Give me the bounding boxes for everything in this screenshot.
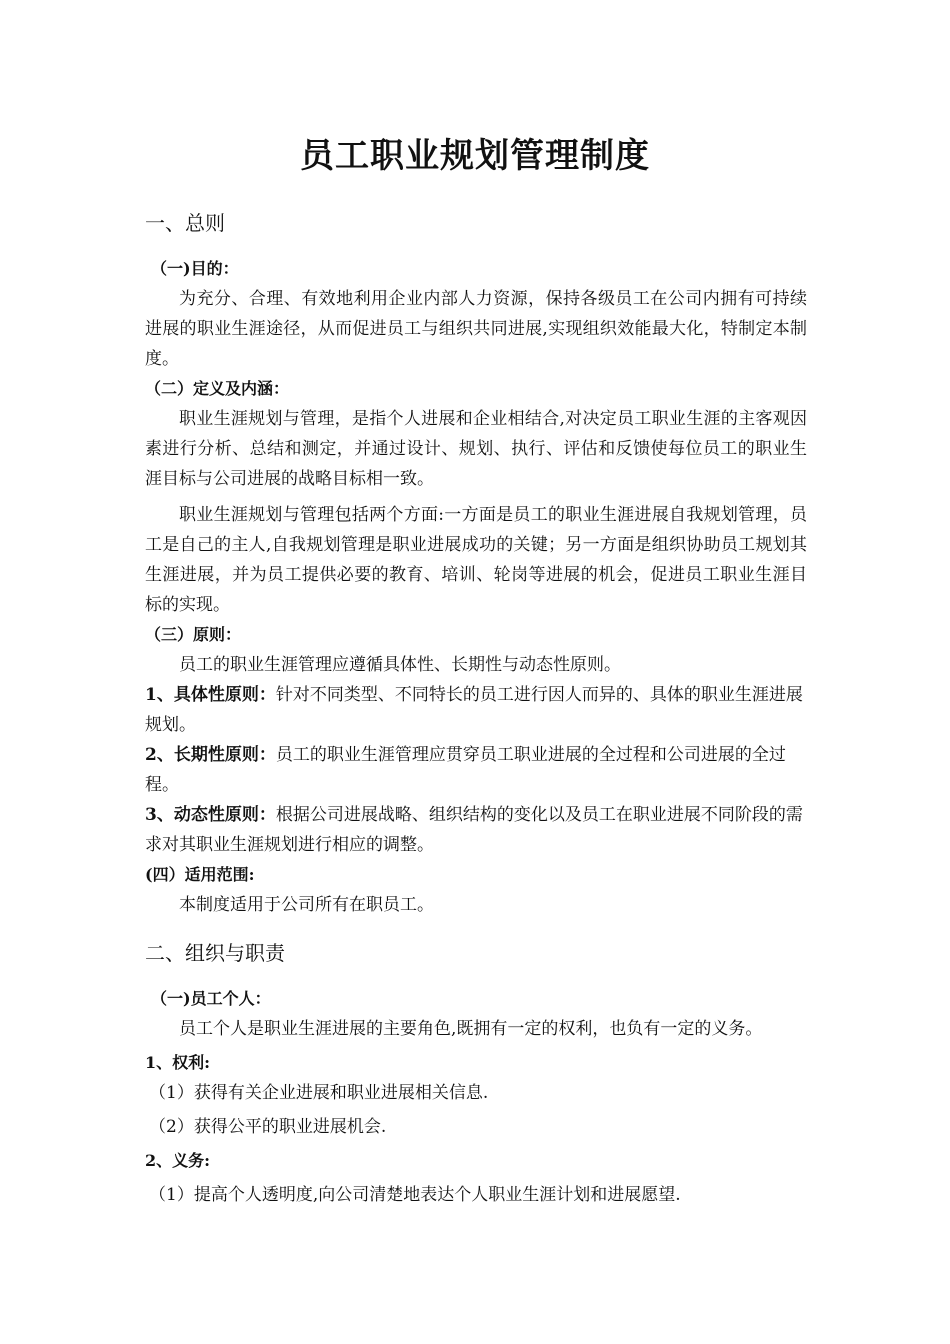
definition-label: （二）定义及内涵： <box>145 379 290 398</box>
principle-item-head: 2、长期性原则： <box>145 745 276 765</box>
scope-label: (四）适用范围: <box>145 865 255 884</box>
principles-label: （三）原则： <box>145 625 242 644</box>
principle-item-text: 针对不同类型、不同特长的员工进行因人而异的、具体的职业生涯进展规划。 <box>145 685 803 735</box>
purpose-text: 为充分、合理、有效地利用企业内部人力资源，保持各级员工在公司内拥有可持续进展的职业生涯途径，从而促进员工与组织共同进展,实现组织效能最大化，特制定本制度。 <box>145 289 807 369</box>
section-heading-general: 一、总则 <box>145 211 225 235</box>
rights-item: （2）获得公平的职业进展机会. <box>149 1117 387 1137</box>
duties-item: （1）提高个人透明度,向公司清楚地表达个人职业生涯计划和进展愿望. <box>149 1185 681 1205</box>
principle-item <box>145 800 807 860</box>
principle-item <box>145 680 807 740</box>
purpose-label: （一)目的： <box>151 259 239 278</box>
principle-item-text: 根据公司进展战略、组织结构的变化以及员工在职业进展不同阶段的需求对其职业生涯规划进行相应的调整。 <box>145 805 803 855</box>
rights-item: （1）获得有关企业进展和职业进展相关信息. <box>149 1083 489 1103</box>
definition-text-1: 职业生涯规划与管理，是指个人进展和企业相结合,对决定员工职业生涯的主客观因素进行分析、总结和测定，并通过设计、规划、执行、评估和反馈使每位员工的职业生涯目标与公司进展的战略目标相一致。 <box>145 409 807 489</box>
document-body <box>145 206 807 1210</box>
individual-label: （一)员工个人： <box>151 989 271 1008</box>
principle-item-text: 员工的职业生涯管理应贯穿员工职业进展的全过程和公司进展的全过程。 <box>145 745 786 795</box>
principles-intro: 员工的职业生涯管理应遵循具体性、长期性与动态性原则。 <box>179 655 621 675</box>
individual-text: 员工个人是职业生涯进展的主要角色,既拥有一定的权利，也负有一定的义务。 <box>179 1019 763 1039</box>
definition-text-2: 职业生涯规划与管理包括两个方面:一方面是员工的职业生涯进展自我规划管理，员工是自己的主人,自我规划管理是职业进展成功的关键；另一方面是组织协助员工规划其生涯进展，并为员工提供必要的教育、培训、轮岗等进展的机会，促进员工职业生涯目标的实现。 <box>145 505 807 615</box>
rights-label: 1、权利: <box>145 1053 211 1072</box>
principle-item-head: 1、具体性原则： <box>145 685 276 705</box>
document-title: 员工职业规划管理制度 <box>300 136 650 176</box>
duties-label: 2、义务: <box>145 1151 211 1170</box>
scope-text: 本制度适用于公司所有在职员工。 <box>179 895 434 915</box>
section-heading-organization: 二、组织与职责 <box>145 941 285 965</box>
principle-item-head: 3、动态性原则： <box>145 805 276 825</box>
principle-item <box>145 740 807 800</box>
